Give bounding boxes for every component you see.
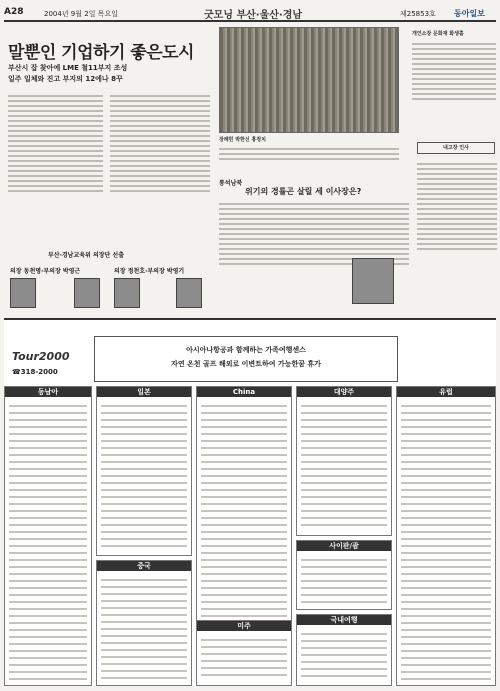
ad-text-line [9,412,87,414]
ad-text-line [9,482,87,484]
ad-text-line [201,489,287,491]
ad-text-line [9,573,87,575]
ad-text-line [101,579,187,581]
ad-text-line [9,587,87,589]
headline-deck [8,63,213,85]
ad-text-line [401,482,491,484]
ad-text-line [9,496,87,498]
ad-text-line [101,405,187,407]
ad-text-line [101,531,187,533]
ad-text-line [201,674,287,676]
ad-text-line [401,419,491,421]
ad-text-line [201,440,287,442]
ad-text-line [401,468,491,470]
ad-text-line [201,538,287,540]
photo-caption-body [219,145,399,175]
ad-text-line [101,677,187,679]
ad-text-line [101,447,187,449]
ad-text-line [101,468,187,470]
ad-text-line [101,440,187,442]
ad-text-line [101,461,187,463]
ad-text-line [301,640,387,642]
crowd-photo [219,27,399,133]
portrait-photo [10,278,36,308]
ad-text-line [401,538,491,540]
ad-text-line [401,496,491,498]
photo-caption: 장례힌 박한신 홍정치 [219,137,266,143]
ad-text-line [201,667,287,669]
ad-text-line [401,678,491,680]
ad-text-line [201,412,287,414]
ad-text-line [201,475,287,477]
ad-text-line [301,524,387,526]
opinion-left-caption: 의장 동천명·부의장 박영근 [10,268,81,275]
ad-text-line [201,580,287,582]
deck-line-1: 부산시 잡 찾아에 LME 철11부지 조성 [8,64,128,72]
ad-text-line [401,461,491,463]
main-headline: 말뿐인 기업하기 좋은도시 [8,43,194,63]
ad-text-line [401,559,491,561]
ad-text-line [301,503,387,505]
ad-text-line [401,608,491,610]
ad-text-line [401,601,491,603]
ad-text-line [301,517,387,519]
ad-text-line [9,489,87,491]
ad-text-line [9,468,87,470]
banner-line-2: 자연 온천 골프 해외로 이변트하여 가능한꿈 휴가 [171,360,321,368]
ad-cell-domestic: 국내여행 [296,614,392,686]
ad-text-line [9,475,87,477]
ad-text-line [9,524,87,526]
ad-text-line [301,647,387,649]
ad-text-line [401,440,491,442]
ad-text-line [401,657,491,659]
ad-text-line [301,426,387,428]
ad-text-line [401,629,491,631]
ad-text-line [101,482,187,484]
columnist-photo [352,258,394,304]
ad-cell-saipan-guam: 사이판/괌 [296,540,392,610]
travel-banner [94,336,398,382]
page-number: A28 [4,7,24,17]
ad-text-line [101,642,187,644]
ad-text-line [101,656,187,658]
ad-text-line [201,510,287,512]
ad-text-line [101,412,187,414]
ad-text-line [101,670,187,672]
opinion-right-caption: 의장 정천호·부의장 박영기 [114,268,185,275]
ad-text-line [9,433,87,435]
ad-text-line [201,566,287,568]
ad-text-line [301,587,387,589]
ad-text-line [301,675,387,677]
ad-text-line [9,615,87,617]
ad-text-line [401,636,491,638]
ad-text-line [9,461,87,463]
ad-text-line [9,510,87,512]
ad-text-line [101,593,187,595]
ad-text-line [9,580,87,582]
ad-text-line [9,601,87,603]
ad-text-line [301,433,387,435]
ad-text-line [401,412,491,414]
portrait-photo [114,278,140,308]
ad-text-line [9,419,87,421]
ad-text-line [101,649,187,651]
ad-cell-china: China [196,386,292,686]
ad-text-line [9,629,87,631]
ad-cell-europe: 유럽 [396,386,496,686]
ad-text-line [201,660,287,662]
ad-text-line [401,531,491,533]
ad-text-line [201,496,287,498]
right-column-title: 개인소장 문화재 화생흘 [412,31,464,37]
ad-text-line [9,664,87,666]
tour-phone: ☎318-2000 [12,368,58,376]
ad-text-line [401,517,491,519]
issue-date: 2004년 9월 2일 목요일 [44,10,118,18]
ad-text-line [301,447,387,449]
ad-text-line [201,559,287,561]
ad-text-line [401,615,491,617]
ad-text-line [201,517,287,519]
ad-text-line [201,552,287,554]
deck-line-2: 일주 일체와 진고 부지의 12에나 8꾸 [8,75,123,83]
ad-text-line [101,475,187,477]
ad-text-line [301,440,387,442]
article-body-col-2 [110,92,210,242]
ad-text-line [9,608,87,610]
ad-text-line [301,419,387,421]
ad-text-line [201,653,287,655]
ad-text-line [401,454,491,456]
ad-text-line [201,405,287,407]
ad-text-line [101,538,187,540]
ad-text-line [401,489,491,491]
ad-cell-oceania: 대양주 [296,386,392,536]
ad-text-line [401,524,491,526]
ad-text-line [9,552,87,554]
local-people-body [417,160,497,310]
ad-text-line [301,580,387,582]
column-title: 위기의 경률곤 살릴 세 이사장은? [245,187,362,196]
portrait-photo [74,278,100,308]
ad-text-line [9,643,87,645]
ad-cell-japan: 일본 [96,386,192,556]
ad-text-line [9,440,87,442]
ad-text-line [301,489,387,491]
ad-text-line [401,447,491,449]
ad-text-line [201,615,287,617]
ad-text-line [9,678,87,680]
ad-text-line [301,661,387,663]
ad-text-line [401,503,491,505]
ad-text-line [401,622,491,624]
ad-text-line [201,419,287,421]
ad-text-line [101,545,187,547]
ad-text-line [101,586,187,588]
ad-text-line [401,671,491,673]
ad-text-line [101,419,187,421]
ad-text-line [201,531,287,533]
ad-text-line [101,524,187,526]
section-title: 굿모닝 부산·울산·경남 [204,10,303,21]
ad-text-line [9,657,87,659]
ad-text-line [401,587,491,589]
ad-text-line [101,517,187,519]
column-tag: 통석남북 [219,180,243,187]
ad-text-line [9,454,87,456]
ad-text-line [9,650,87,652]
ad-text-line [401,643,491,645]
ad-text-line [401,664,491,666]
ad-text-line [9,531,87,533]
ad-text-line [101,614,187,616]
ad-text-line [301,573,387,575]
ad-text-line [101,635,187,637]
ad-text-line [101,433,187,435]
ad-text-line [401,426,491,428]
ad-text-line [301,482,387,484]
ad-text-line [201,601,287,603]
ad-text-line [201,482,287,484]
newspaper-brand: 동아일보 [454,9,485,18]
ad-text-line [9,559,87,561]
ad-text-line [301,475,387,477]
ad-text-line [201,587,287,589]
ad-text-line [301,412,387,414]
ad-text-line [101,607,187,609]
ad-text-line [101,628,187,630]
ad-text-line [101,600,187,602]
ad-text-line [401,650,491,652]
ad-text-line [101,496,187,498]
ad-text-line [401,552,491,554]
ad-text-line [101,621,187,623]
ad-text-line [301,454,387,456]
ad-text-line [9,566,87,568]
ad-text-line [301,461,387,463]
opinion-section-title: 부산·경남교육위 의장단 선출 [48,252,125,259]
ad-text-line [101,454,187,456]
ad-text-line [301,601,387,603]
issue-number: 제25853호 [400,10,436,18]
ad-text-line [201,461,287,463]
ad-text-line [101,510,187,512]
ad-text-line [301,566,387,568]
ad-text-line [201,468,287,470]
ad-text-line [201,454,287,456]
ad-text-line [101,489,187,491]
ad-text-line [201,545,287,547]
ad-text-line [9,503,87,505]
ad-text-line [401,433,491,435]
ad-text-line [301,496,387,498]
ad-text-line [301,594,387,596]
ad-text-line [101,503,187,505]
ad-cell-americas: 미주 [196,620,292,686]
ad-text-line [201,646,287,648]
ad-text-line [401,405,491,407]
ad-text-line [9,594,87,596]
ad-text-line [9,636,87,638]
ad-cell-china-tours: 중국 [96,560,192,686]
ad-cell-southeast-asia: 동남아 [4,386,92,686]
ad-text-line [401,573,491,575]
ad-text-line [201,608,287,610]
ad-text-line [201,524,287,526]
ad-text-line [401,545,491,547]
tour-logo: Tour2000 [12,350,70,363]
ad-text-line [301,654,387,656]
ad-text-line [301,559,387,561]
ad-text-line [401,594,491,596]
ad-text-line [201,594,287,596]
ad-text-line [9,447,87,449]
ad-text-line [101,663,187,665]
ad-text-line [201,447,287,449]
ad-text-line [201,503,287,505]
ad-text-line [9,545,87,547]
ad-text-line [9,426,87,428]
right-column-body [412,40,496,135]
ad-text-line [301,668,387,670]
ad-text-line [9,622,87,624]
article-body-col-1 [8,92,103,242]
page-header [4,4,496,22]
ad-text-line [301,633,387,635]
ad-text-line [301,468,387,470]
ad-text-line [9,538,87,540]
ad-text-line [401,566,491,568]
banner-line-1: 아시아나항공과 함께하는 가족여행센스 [186,346,306,354]
ad-text-line [9,405,87,407]
advertisement-section [4,318,496,686]
ad-text-line [301,405,387,407]
ad-text-line [201,639,287,641]
local-people-box: 내고장 인사 [417,142,495,154]
ad-text-line [9,517,87,519]
ad-text-line [201,426,287,428]
ad-text-line [101,426,187,428]
ad-text-line [401,475,491,477]
ad-text-line [301,510,387,512]
ad-text-line [401,510,491,512]
ad-text-line [201,573,287,575]
ad-text-line [401,580,491,582]
ad-text-line [201,433,287,435]
ad-text-line [9,671,87,673]
portrait-photo [176,278,202,308]
